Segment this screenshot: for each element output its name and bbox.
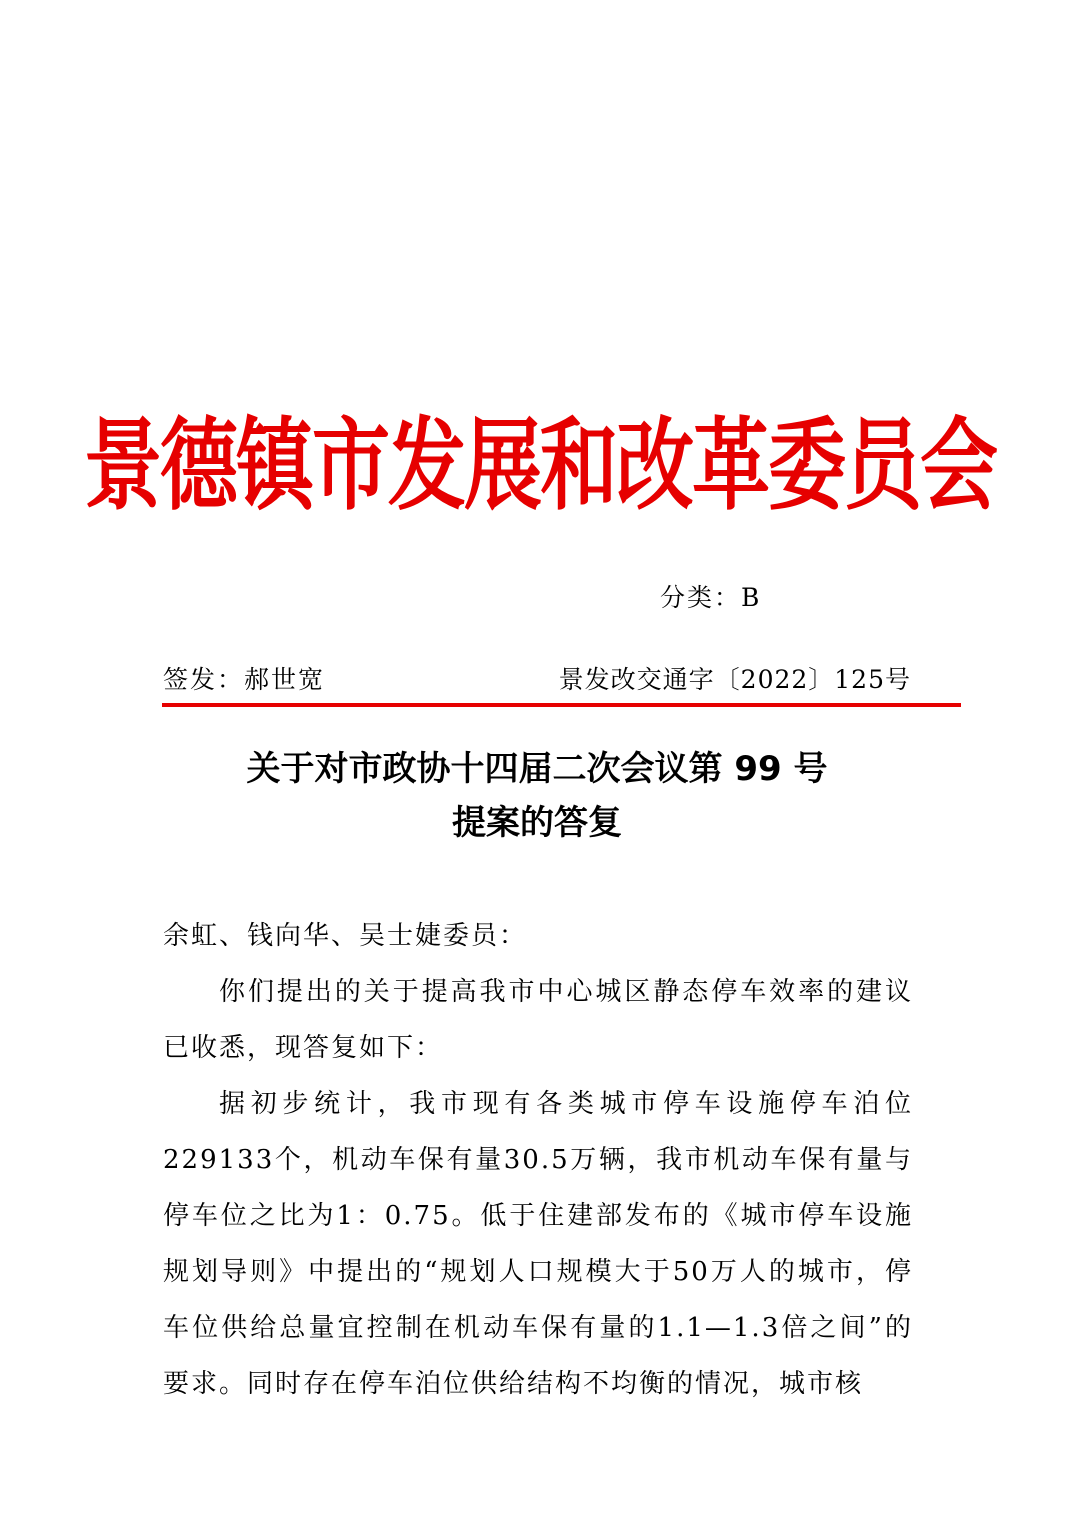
title-line-1: 关于对市政协十四届二次会议第 99 号 <box>246 749 828 789</box>
paragraph-1: 你们提出的关于提高我市中心城区静态停车效率的建议已收悉，现答复如下： <box>163 977 913 1063</box>
classification-label: 分类：B <box>660 583 762 612</box>
red-separator-line <box>162 703 961 707</box>
masthead-org-name: 景德镇市发展和改革委员会 <box>84 409 997 525</box>
document-title <box>120 742 954 850</box>
issuer-row <box>163 660 911 696</box>
title-line-2: 提案的答复 <box>452 803 622 843</box>
document-body <box>163 908 913 1412</box>
salutation: 余虹、钱向华、吴士婕委员： <box>163 921 528 951</box>
document-number: 景发改交通字〔2022〕125号 <box>558 665 911 694</box>
signer-label: 签发：郝世宽 <box>163 665 326 694</box>
paragraph-2: 据初步统计，我市现有各类城市停车设施停车泊位229133个，机动车保有量30.5万辆，我市机动车保有量与停车位之比为1：0.75。低于住建部发布的《城市停车设施规划导则》中提出的“规划人口规模大于50万人的城市，停车位供给总量宜控制在机动车保有量的1.1—1.3倍之间”的要求。同时存在停车泊位供给结构不均衡的情况，城市核 <box>163 1089 913 1399</box>
